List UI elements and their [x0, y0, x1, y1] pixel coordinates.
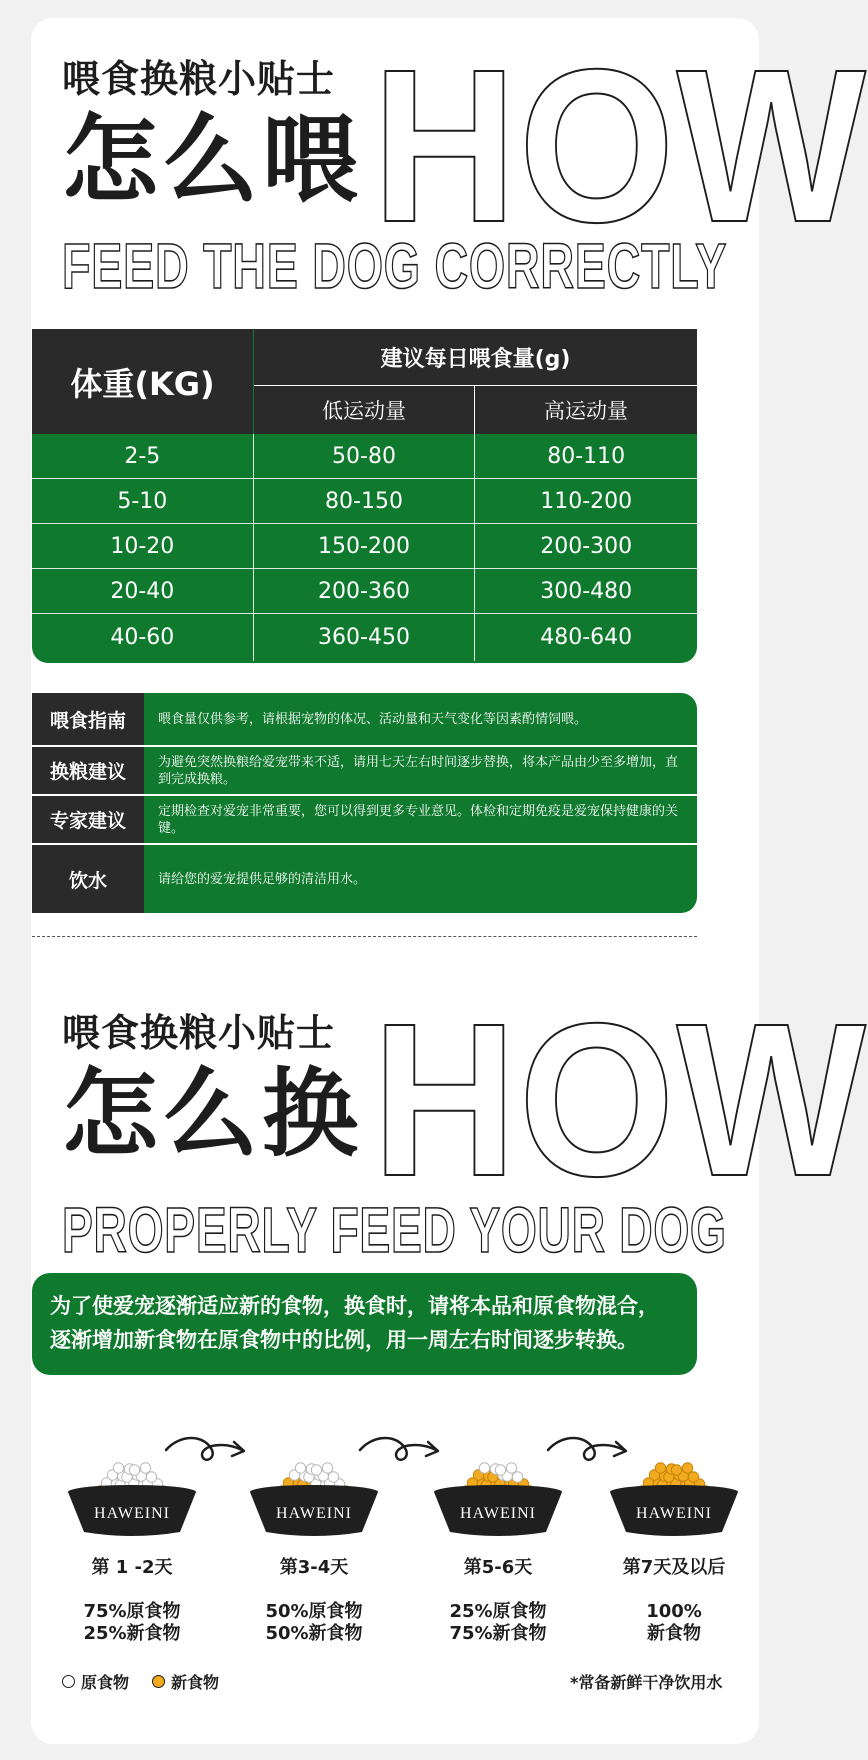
old-kibble: [512, 1472, 522, 1482]
high-cell: 480-640: [474, 614, 697, 661]
old-kibble: [311, 1465, 321, 1475]
amount-header: 建议每日喂食量(g): [254, 329, 697, 385]
stage-ratio-old: 50%原食物: [265, 1601, 363, 1622]
table-row: [32, 434, 697, 478]
weight-cell: 20-40: [110, 578, 175, 604]
new-kibble: [671, 1465, 681, 1475]
section2-title: 怎么换: [62, 1058, 362, 1170]
tip-text: 为避免突然换粮给爱宠带来不适，请用七天左右时间逐步替换，将本产品由少至多增加，直到完成换粮。: [158, 754, 679, 787]
tip-label: 专家建议: [32, 796, 144, 843]
tip-row: [32, 845, 697, 913]
tip-text: 喂食量仅供参考，请根据宠物的体况、活动量和天气变化等因素酌情饲喂。: [158, 711, 588, 727]
old-kibble: [146, 1472, 156, 1482]
tip-label: 喂食指南: [32, 693, 144, 745]
old-kibble: [495, 1465, 505, 1475]
stage-2: [230, 1553, 398, 1645]
old-kibble: [140, 1463, 150, 1473]
stage-ratio-old: 75%原食物: [83, 1601, 181, 1622]
weight-cell: 5-10: [117, 488, 168, 514]
bowl-brand: HAWEINI: [460, 1505, 536, 1522]
table-row: [32, 569, 697, 613]
section2-kicker: 喂食换粮小贴士: [62, 1011, 336, 1055]
old-kibble: [295, 1463, 305, 1473]
weight-cell: 40-60: [110, 625, 175, 650]
legend-new-label: 新食物: [171, 1673, 220, 1692]
section1-subtitle: FEED THE DOG CORRECTLY: [62, 230, 728, 302]
stage-3: [414, 1553, 582, 1645]
low-activity-header: 低运动量: [254, 386, 474, 434]
stage-title: 第7天及以后: [622, 1557, 726, 1578]
old-kibble: [328, 1472, 338, 1482]
old-kibble: [322, 1463, 332, 1473]
stage-ratio-new: 新食物: [647, 1623, 701, 1644]
weight-header: 体重(KG): [32, 329, 253, 434]
legend-old-label: 原食物: [81, 1673, 130, 1692]
stage-title: 第3-4天: [279, 1557, 349, 1578]
stage-4: [590, 1553, 758, 1645]
transition-banner: 为了使爱宠逐渐适应新的食物，换食时，请将本品和原食物混合，逐渐增加新食物在原食物中的比例，用一周左右时间逐步转换。: [32, 1273, 697, 1375]
low-cell: 200-360: [253, 569, 475, 613]
weight-cell: 2-5: [124, 443, 161, 469]
low-cell: 150-200: [253, 524, 475, 568]
tip-label: 换粮建议: [32, 747, 144, 794]
stage-ratio-new: 25%新食物: [83, 1623, 181, 1644]
tip-row: [32, 796, 697, 843]
section2-subtitle: PROPERLY FEED YOUR DOG: [62, 1194, 727, 1266]
food-bowl-icon: [604, 1440, 744, 1540]
high-cell: 110-200: [474, 479, 697, 523]
low-cell: 360-450: [253, 614, 475, 661]
new-kibble: [688, 1472, 698, 1482]
old-food-dot-icon: [62, 1675, 75, 1688]
section1-kicker: 喂食换粮小贴士: [62, 57, 336, 101]
low-cell: 80-150: [253, 479, 475, 523]
tip-row: [32, 693, 697, 745]
low-cell: 50-80: [253, 434, 475, 478]
high-cell: 300-480: [474, 569, 697, 613]
table-row: [32, 479, 697, 523]
new-kibble: [682, 1463, 692, 1473]
stage-ratio-new: 50%新食物: [265, 1623, 363, 1644]
tips-table: [32, 693, 697, 913]
section2-how: HOW: [372, 979, 868, 1222]
tip-label: 饮水: [32, 845, 144, 913]
bowl-brand: HAWEINI: [94, 1505, 170, 1522]
feeding-table: [32, 329, 697, 663]
stage-ratio-new: 75%新食物: [449, 1623, 547, 1644]
water-note: *常备新鲜干净饮用水: [570, 1673, 723, 1692]
new-food-dot-icon: [152, 1675, 165, 1688]
legend-new: [152, 1670, 219, 1693]
old-kibble: [506, 1463, 516, 1473]
old-kibble: [479, 1463, 489, 1473]
tip-text: 请给您的爱宠提供足够的清洁用水。: [158, 871, 367, 887]
table-row: [32, 614, 697, 661]
new-kibble: [655, 1463, 665, 1473]
old-kibble: [129, 1465, 139, 1475]
old-kibble: [113, 1463, 123, 1473]
legend-old: [62, 1670, 129, 1693]
weight-cell: 10-20: [110, 533, 175, 559]
food-bowl-icon: [244, 1440, 384, 1540]
bowl-brand: HAWEINI: [636, 1505, 712, 1522]
section1-how: HOW: [372, 25, 868, 268]
high-activity-header: 高运动量: [475, 386, 697, 434]
stage-ratio-old: 25%原食物: [449, 1601, 547, 1622]
tip-text: 定期检查对爱宠非常重要，您可以得到更多专业意见。体检和定期免疫是爱宠保持健康的关键。: [158, 803, 679, 836]
section1-title: 怎么喂: [62, 104, 362, 216]
high-cell: 80-110: [474, 434, 697, 478]
table-row: [32, 524, 697, 568]
tip-row: [32, 747, 697, 794]
food-bowl-icon: [62, 1440, 202, 1540]
sub-header-divider: [474, 386, 475, 434]
bowl-brand: HAWEINI: [276, 1505, 352, 1522]
high-cell: 200-300: [474, 524, 697, 568]
stage-1: [48, 1553, 216, 1645]
stage-title: 第 1 -2天: [91, 1557, 173, 1578]
section-divider: [32, 936, 697, 937]
stage-title: 第5-6天: [463, 1557, 533, 1578]
food-bowl-icon: [428, 1440, 568, 1540]
stage-ratio-old: 100%: [646, 1601, 702, 1622]
